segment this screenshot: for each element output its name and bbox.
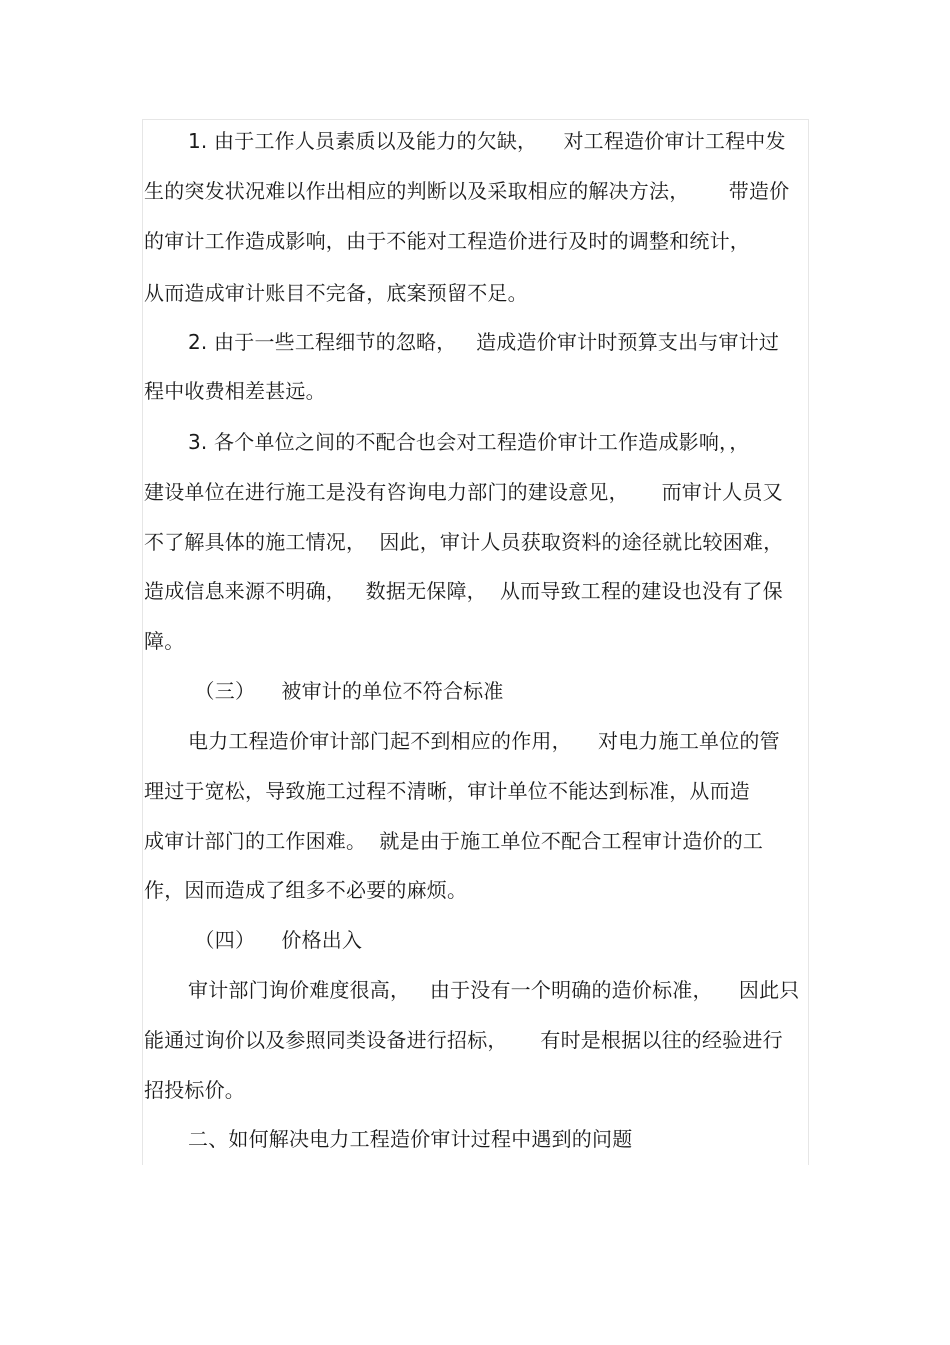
- text-line: 理过于宽松，导致施工过程不清晰，审计单位不能达到标准，从而造: [144, 779, 750, 803]
- text-line: 作，因而造成了组多不必要的麻烦。: [144, 878, 468, 902]
- text-line: 造成信息来源不明确， 数据无保障， 从而导致工程的建设也没有了保: [144, 579, 783, 603]
- text-line: 招投标价。: [144, 1078, 245, 1102]
- text-line: 电力工程造价审计部门起不到相应的作用， 对电力施工单位的管: [188, 729, 780, 753]
- text-line: 能通过询价以及参照同类设备进行招标， 有时是根据以往的经验进行: [144, 1028, 783, 1052]
- text-line: 不了解具体的施工情况， 因此，审计人员获取资料的途径就比较困难，: [144, 530, 784, 554]
- text-line: 1. 由于工作人员素质以及能力的欠缺， 对工程造价审计工程中发: [188, 129, 786, 153]
- text-line: 程中收费相差甚远。: [144, 379, 326, 403]
- section-heading: （三） 被审计的单位不符合标准: [188, 679, 504, 703]
- text-line: 从而造成审计账目不完备，底案预留不足。: [144, 281, 528, 305]
- text-line: 审计部门询价难度很高， 由于没有一个明确的造价标准， 因此只: [188, 978, 800, 1002]
- text-line: 建设单位在进行施工是没有咨询电力部门的建设意见， 而审计人员又: [144, 480, 783, 504]
- text-line: 的审计工作造成影响，由于不能对工程造价进行及时的调整和统计，: [144, 229, 750, 253]
- text-line: 生的突发状况难以作出相应的判断以及采取相应的解决方法， 带造价: [144, 179, 790, 203]
- page-frame: [142, 119, 809, 1165]
- text-line: 3. 各个单位之间的不配合也会对工程造价审计工作造成影响，，: [188, 430, 750, 454]
- text-line: 成审计部门的工作困难。 就是由于施工单位不配合工程审计造价的工: [144, 829, 764, 853]
- text-line: 障。: [144, 629, 185, 653]
- section-heading: 二、如何解决电力工程造价审计过程中遇到的问题: [188, 1127, 633, 1151]
- text-line: 2. 由于一些工程细节的忽略， 造成造价审计时预算支出与审计过: [188, 330, 780, 354]
- section-heading: （四） 价格出入: [188, 928, 363, 952]
